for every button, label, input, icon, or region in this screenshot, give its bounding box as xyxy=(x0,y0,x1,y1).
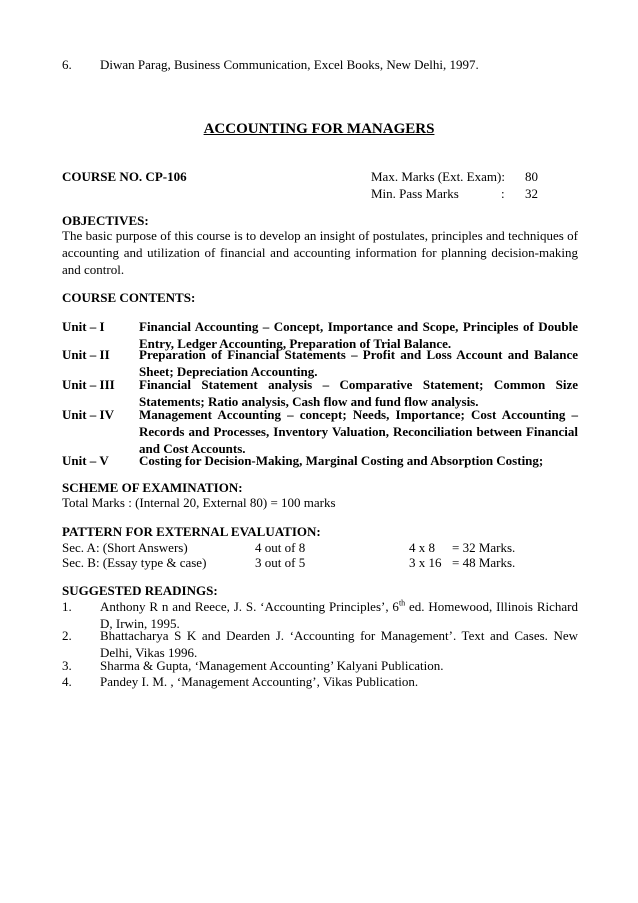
pattern-count-a: 4 out of 8 xyxy=(255,540,306,555)
unit-label: Unit – IV xyxy=(62,407,115,422)
unit-label: Unit – I xyxy=(62,319,105,334)
unit-text: Management Accounting – concept; Needs, Importance; Cost Accounting – Records and Processes, Inventory Valuation, Reconciliation between Financial and Cost Accounts. xyxy=(139,407,578,456)
objectives-heading: OBJECTIVES: xyxy=(62,213,149,228)
reading-text: Anthony R n and Reece, J. S. ‘Accounting Principles’, 6th ed. Homewood, Illinois Richard D, Irwin, 1995. xyxy=(100,598,578,631)
prior-reference-number: 6. xyxy=(62,57,72,72)
unit-text: Preparation of Financial Statements – Profit and Loss Account and Balance Sheet; Depreciation Accounting. xyxy=(139,347,578,379)
max-marks-value: 80 xyxy=(525,169,538,184)
pattern-count-b: 3 out of 5 xyxy=(255,555,306,570)
reading-text: Pandey I. M. , ‘Management Accounting’, Vikas Publication. xyxy=(100,674,419,689)
readings-heading: SUGGESTED READINGS: xyxy=(62,583,218,598)
unit-text: Financial Accounting – Concept, Importance and Scope, Principles of Double Entry, Ledger Accounting, Preparation of Trial Balance. xyxy=(139,319,578,351)
max-marks-label: Max. Marks (Ext. Exam): xyxy=(371,169,505,184)
min-pass-value: 32 xyxy=(525,186,538,201)
reading-text: Sharma & Gupta, ‘Management Accounting’ Kalyani Publication. xyxy=(100,658,444,673)
reading-number: 4. xyxy=(62,674,72,689)
scheme-text: Total Marks : (Internal 20, External 80) = 100 marks xyxy=(62,495,336,510)
unit-label: Unit – V xyxy=(62,453,109,468)
pattern-heading: PATTERN FOR EXTERNAL EVALUATION: xyxy=(62,524,321,539)
pattern-calc-a: 4 x 8 xyxy=(409,540,435,555)
min-pass-colon: : xyxy=(501,186,505,201)
reading-text: Bhattacharya S K and Dearden J. ‘Accounting for Management’. Text and Cases. New Delhi, Vikas 1996. xyxy=(100,628,578,660)
reading-number: 3. xyxy=(62,658,72,673)
reading-number: 2. xyxy=(62,628,72,643)
unit-label: Unit – II xyxy=(62,347,110,362)
course-number: COURSE NO. CP-106 xyxy=(62,169,187,184)
unit-text: Costing for Decision-Making, Marginal Costing and Absorption Costing; xyxy=(139,453,544,468)
pattern-section-a: Sec. A: (Short Answers) xyxy=(62,540,188,555)
course-contents-heading: COURSE CONTENTS: xyxy=(62,290,196,305)
min-pass-label: Min. Pass Marks xyxy=(371,186,459,201)
objectives-text: The basic purpose of this course is to develop an insight of postulates, principles and techniques of accounting and utilization of financial and accounting information for planning decision-making and control. xyxy=(62,228,578,277)
pattern-section-b: Sec. B: (Essay type & case) xyxy=(62,555,207,570)
reading-number: 1. xyxy=(62,599,72,614)
unit-label: Unit – III xyxy=(62,377,115,392)
prior-reference-text: Diwan Parag, Business Communication, Excel Books, New Delhi, 1997. xyxy=(100,57,479,72)
scheme-heading: SCHEME OF EXAMINATION: xyxy=(62,480,243,495)
pattern-result-b: = 48 Marks. xyxy=(452,555,516,570)
unit-text: Financial Statement analysis – Comparative Statement; Common Size Statements; Ratio analysis, Cash flow and fund flow analysis. xyxy=(139,377,578,409)
superscript: th xyxy=(398,598,406,608)
pattern-calc-b: 3 x 16 xyxy=(409,555,442,570)
page-title: ACCOUNTING FOR MANAGERS xyxy=(203,121,435,137)
pattern-result-a: = 32 Marks. xyxy=(452,540,516,555)
